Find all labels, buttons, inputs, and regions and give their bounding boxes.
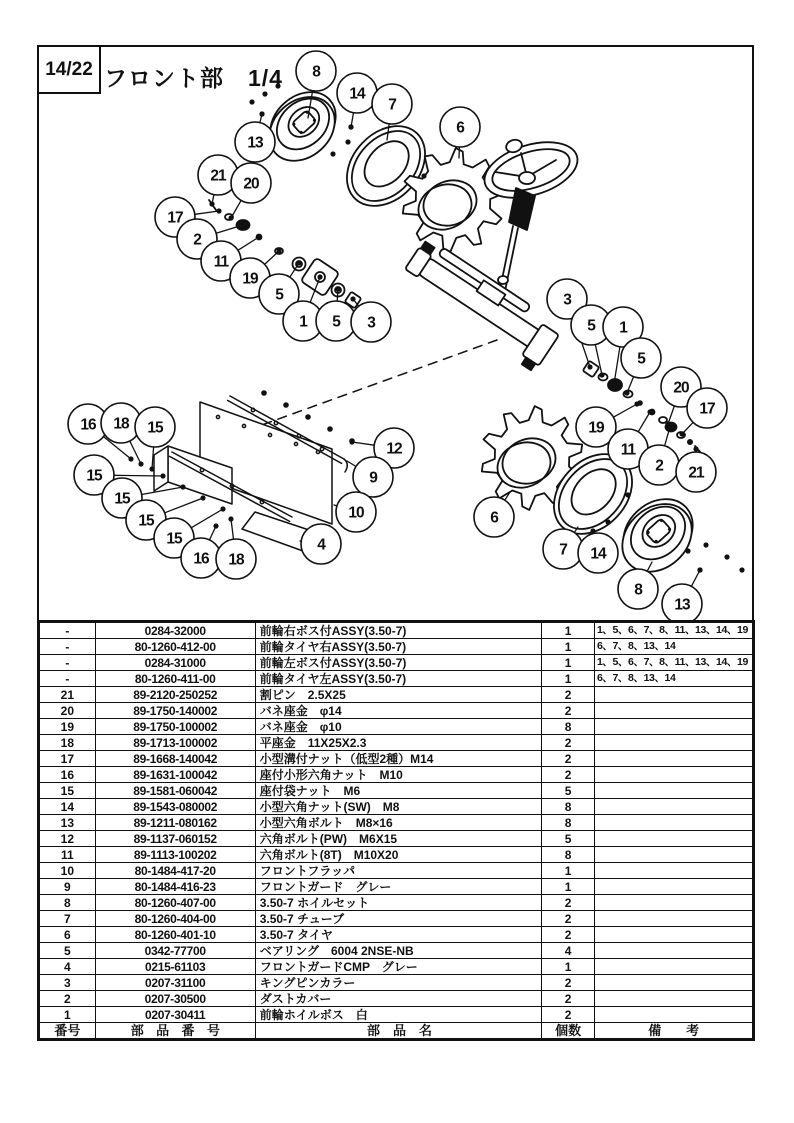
cell-part-name: フロントフラッパ [255, 863, 542, 879]
cell-no: 12 [39, 831, 96, 847]
cell-part-number: 0207-30500 [95, 991, 255, 1007]
cell-no: 6 [39, 927, 96, 943]
table-row [39, 847, 754, 863]
table-row [39, 783, 754, 799]
dashed-reference-line [248, 340, 497, 430]
svg-text:18: 18 [113, 415, 129, 433]
table-row [39, 959, 754, 975]
svg-text:10: 10 [348, 504, 364, 522]
table-row [39, 655, 754, 671]
svg-text:16: 16 [193, 550, 209, 568]
cell-part-number: 89-1713-100002 [95, 735, 255, 751]
svg-text:11: 11 [213, 253, 229, 271]
cell-no: - [39, 671, 96, 687]
cell-no: 11 [39, 847, 96, 863]
header-cell-remarks: 備 考 [594, 1023, 753, 1040]
cell-no: 20 [39, 703, 96, 719]
svg-text:15: 15 [138, 512, 154, 530]
cell-no: 18 [39, 735, 96, 751]
cell-qty: 2 [542, 687, 595, 703]
svg-text:13: 13 [247, 134, 263, 152]
cell-remarks [594, 959, 753, 975]
cell-no: 19 [39, 719, 96, 735]
cell-part-name: 3.50-7 チューブ [255, 911, 542, 927]
cell-part-name: 割ピン 2.5X25 [255, 687, 542, 703]
cell-part-number: 89-1668-140042 [95, 751, 255, 767]
table-row [39, 911, 754, 927]
cell-qty: 4 [542, 943, 595, 959]
callout-13 [235, 111, 275, 162]
cell-part-name: 前輪タイヤ左ASSY(3.50-7) [255, 671, 542, 687]
cell-part-number: 89-1750-100002 [95, 719, 255, 735]
cell-qty: 1 [542, 671, 595, 687]
callout-9 [347, 457, 393, 497]
cell-no: - [39, 622, 96, 639]
callout-20 [228, 163, 271, 221]
cell-qty: 8 [542, 847, 595, 863]
cell-qty: 5 [542, 783, 595, 799]
callout-14 [337, 73, 377, 130]
svg-text:1: 1 [619, 319, 627, 337]
table-row [39, 879, 754, 895]
svg-text:17: 17 [167, 209, 183, 227]
cell-part-number: 80-1260-401-10 [95, 927, 255, 943]
header-cell-qty: 個数 [542, 1023, 595, 1040]
cell-part-name: 小型六角ボルト M8×16 [255, 815, 542, 831]
cell-part-name: キングピンカラー [255, 975, 542, 991]
cell-part-number: 89-2120-250252 [95, 687, 255, 703]
cell-no: 9 [39, 879, 96, 895]
svg-text:11: 11 [620, 441, 636, 459]
cell-remarks [594, 831, 753, 847]
cell-part-name: 六角ボルト(8T) M10X20 [255, 847, 542, 863]
cell-remarks [594, 687, 753, 703]
cell-no: 21 [39, 687, 96, 703]
cell-remarks [594, 911, 753, 927]
svg-text:6: 6 [456, 119, 464, 137]
cell-no: 3 [39, 975, 96, 991]
cell-part-name: バネ座金 φ10 [255, 719, 542, 735]
cell-remarks [594, 847, 753, 863]
callout-10 [334, 492, 376, 532]
svg-text:5: 5 [332, 313, 340, 331]
header-cell-part-name: 部 品 名 [255, 1023, 542, 1040]
cell-remarks [594, 975, 753, 991]
cell-part-number: 80-1484-417-20 [95, 863, 255, 879]
cell-qty: 1 [542, 622, 595, 639]
cell-qty: 8 [542, 719, 595, 735]
cell-remarks [594, 735, 753, 751]
cell-part-name: 前輪ホイルボス 白 [255, 1007, 542, 1023]
svg-text:13: 13 [674, 596, 690, 614]
cell-part-name: 座付小形六角ナット M10 [255, 767, 542, 783]
cell-part-number: 80-1260-404-00 [95, 911, 255, 927]
cell-qty: 2 [542, 911, 595, 927]
cell-remarks: 1、5、6、7、8、11、13、14、19 [594, 655, 753, 671]
cell-part-number: 89-1581-060042 [95, 783, 255, 799]
svg-text:21: 21 [688, 464, 704, 482]
cell-part-number: 0207-30411 [95, 1007, 255, 1023]
table-row [39, 703, 754, 719]
cell-remarks [594, 991, 753, 1007]
sheet-number: 14/22 [37, 45, 101, 94]
table-row [39, 927, 754, 943]
svg-text:17: 17 [699, 400, 715, 418]
svg-text:3: 3 [563, 291, 571, 309]
svg-text:2: 2 [193, 231, 201, 249]
cell-remarks [594, 879, 753, 895]
svg-text:20: 20 [673, 379, 689, 397]
table-row [39, 719, 754, 735]
cell-qty: 2 [542, 1007, 595, 1023]
cell-no: 4 [39, 959, 96, 975]
callout-21 [676, 446, 716, 492]
callout-2 [639, 424, 679, 485]
table-row [39, 799, 754, 815]
cell-qty: 2 [542, 703, 595, 719]
cell-qty: 1 [542, 639, 595, 655]
wheel-rim-drawing [255, 79, 351, 174]
cell-qty: 2 [542, 991, 595, 1007]
cell-part-name: バネ座金 φ14 [255, 703, 542, 719]
cell-remarks [594, 895, 753, 911]
cell-remarks: 6、7、8、13、14 [594, 639, 753, 655]
cell-part-number: 80-1484-416-23 [95, 879, 255, 895]
table-row [39, 687, 754, 703]
cell-remarks: 1、5、6、7、8、11、13、14、19 [594, 622, 753, 639]
svg-text:20: 20 [243, 175, 259, 193]
cell-part-number: 89-1113-100202 [95, 847, 255, 863]
cell-no: 8 [39, 895, 96, 911]
callout-4 [300, 524, 341, 564]
page-title: フロント部 1/4 [104, 65, 283, 91]
cell-qty: 2 [542, 927, 595, 943]
callout-5 [621, 338, 661, 396]
svg-text:19: 19 [242, 270, 258, 288]
cell-remarks [594, 799, 753, 815]
svg-text:7: 7 [388, 96, 396, 114]
cell-part-number: 80-1260-411-00 [95, 671, 255, 687]
cell-part-number: 0215-61103 [95, 959, 255, 975]
table-row [39, 622, 754, 639]
cell-no: 17 [39, 751, 96, 767]
table-row [39, 751, 754, 767]
cell-remarks: 6、7、8、13、14 [594, 671, 753, 687]
cell-qty: 2 [542, 735, 595, 751]
svg-text:9: 9 [369, 469, 377, 487]
table-row [39, 1007, 754, 1023]
svg-text:5: 5 [587, 317, 595, 335]
svg-text:15: 15 [86, 467, 102, 485]
cell-no: 1 [39, 1007, 96, 1023]
svg-text:14: 14 [349, 85, 365, 103]
cell-no: 14 [39, 799, 96, 815]
cell-part-number: 0342-77700 [95, 943, 255, 959]
table-row [39, 975, 754, 991]
cell-qty: 1 [542, 959, 595, 975]
cell-part-name: 3.50-7 タイヤ [255, 927, 542, 943]
table-row [39, 767, 754, 783]
cell-part-name: 前輪右ボス付ASSY(3.50-7) [255, 622, 542, 639]
cell-part-name: 小型溝付ナット（低型2種）M14 [255, 751, 542, 767]
svg-text:15: 15 [114, 490, 130, 508]
cell-qty: 2 [542, 751, 595, 767]
svg-text:18: 18 [228, 551, 244, 569]
header-cell-no: 番号 [39, 1023, 96, 1040]
cell-part-name: 前輪左ボス付ASSY(3.50-7) [255, 655, 542, 671]
cell-no: 13 [39, 815, 96, 831]
cell-qty: 2 [542, 895, 595, 911]
cell-remarks [594, 927, 753, 943]
cell-remarks [594, 751, 753, 767]
cell-qty: 1 [542, 655, 595, 671]
table-row [39, 895, 754, 911]
svg-text:21: 21 [210, 167, 226, 185]
cell-qty: 8 [542, 815, 595, 831]
table-row [39, 671, 754, 687]
cell-part-name: ベアリング 6004 2NSE-NB [255, 943, 542, 959]
cell-qty: 8 [542, 799, 595, 815]
cell-qty: 1 [542, 879, 595, 895]
cell-part-name: フロントガード グレー [255, 879, 542, 895]
cell-no: 2 [39, 991, 96, 1007]
table-row [39, 815, 754, 831]
cell-part-name: フロントガードCMP グレー [255, 959, 542, 975]
cell-part-number: 80-1260-412-00 [95, 639, 255, 655]
svg-text:1: 1 [299, 313, 307, 331]
cell-no: - [39, 639, 96, 655]
svg-text:8: 8 [634, 581, 642, 599]
callout-14 [578, 528, 618, 573]
cell-qty: 2 [542, 767, 595, 783]
cell-part-number: 89-1543-080002 [95, 799, 255, 815]
cell-qty: 1 [542, 863, 595, 879]
cell-part-name: 小型六角ナット(SW) M8 [255, 799, 542, 815]
cell-part-name: 座付袋ナット M6 [255, 783, 542, 799]
parts-table [37, 620, 755, 1041]
table-row [39, 863, 754, 879]
cell-remarks [594, 943, 753, 959]
cell-no: 10 [39, 863, 96, 879]
table-row [39, 991, 754, 1007]
header-cell-part-number: 部 品 番 号 [95, 1023, 255, 1040]
cell-part-name: 3.50-7 ホイルセット [255, 895, 542, 911]
cell-no: - [39, 655, 96, 671]
cell-remarks [594, 783, 753, 799]
cell-part-number: 0284-31000 [95, 655, 255, 671]
cell-remarks [594, 1007, 753, 1023]
cell-remarks [594, 815, 753, 831]
cell-remarks [594, 719, 753, 735]
cell-part-number: 89-1631-100042 [95, 767, 255, 783]
cell-part-number: 89-1750-140002 [95, 703, 255, 719]
cell-part-name: 前輪タイヤ右ASSY(3.50-7) [255, 639, 542, 655]
svg-text:16: 16 [80, 416, 96, 434]
svg-text:3: 3 [367, 314, 375, 332]
cell-no: 16 [39, 767, 96, 783]
cell-part-number: 89-1211-080162 [95, 815, 255, 831]
cell-part-number: 0207-31100 [95, 975, 255, 991]
cell-no: 15 [39, 783, 96, 799]
cell-part-number: 89-1137-060152 [95, 831, 255, 847]
cell-part-name: 平座金 11X25X2.3 [255, 735, 542, 751]
svg-text:12: 12 [386, 440, 402, 458]
cell-part-number: 80-1260-407-00 [95, 895, 255, 911]
cell-remarks [594, 703, 753, 719]
cell-no: 5 [39, 943, 96, 959]
axle-beam-drawing [397, 236, 564, 372]
svg-text:5: 5 [275, 286, 283, 304]
cell-part-name: ダストカバー [255, 991, 542, 1007]
cell-qty: 5 [542, 831, 595, 847]
svg-text:5: 5 [637, 350, 645, 368]
table-header-row [39, 1023, 754, 1040]
cell-part-number: 0284-32000 [95, 622, 255, 639]
callout-13 [662, 567, 703, 624]
svg-text:2: 2 [655, 457, 663, 475]
callout-3 [350, 296, 391, 342]
svg-text:19: 19 [588, 419, 604, 437]
svg-text:4: 4 [317, 536, 325, 554]
table-row [39, 831, 754, 847]
cell-no: 7 [39, 911, 96, 927]
callout-6 [474, 492, 514, 537]
svg-text:6: 6 [490, 509, 498, 527]
cell-qty: 2 [542, 975, 595, 991]
table-row [39, 735, 754, 751]
cell-remarks [594, 767, 753, 783]
cell-part-name: 六角ボルト(PW) M6X15 [255, 831, 542, 847]
svg-text:15: 15 [147, 419, 163, 437]
cell-remarks [594, 863, 753, 879]
table-row [39, 639, 754, 655]
svg-text:8: 8 [312, 63, 320, 81]
svg-text:14: 14 [590, 545, 606, 563]
svg-text:7: 7 [559, 541, 567, 559]
table-row [39, 943, 754, 959]
svg-text:15: 15 [166, 530, 182, 548]
